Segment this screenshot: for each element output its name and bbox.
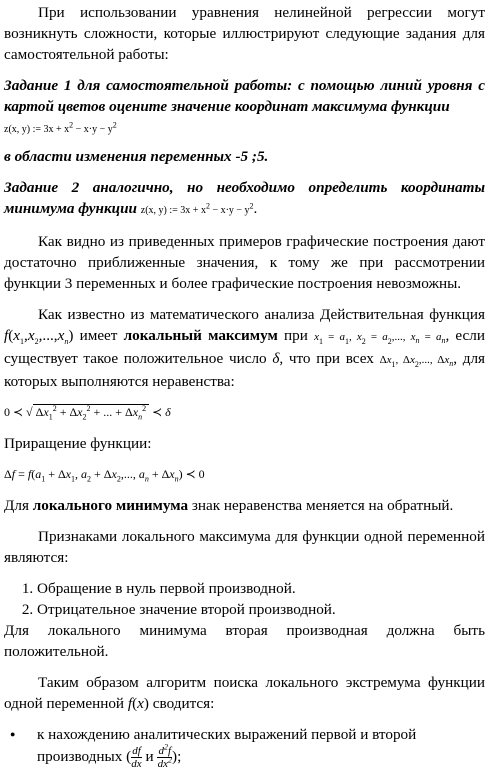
list-item: 2. Отрицательное значение второй производной. bbox=[37, 599, 485, 620]
function-notation: f bbox=[4, 327, 9, 344]
local-min-paragraph: Для локального минимума знак неравенства меняется на обратный. bbox=[4, 497, 454, 514]
inequality-formula: 0 ≺ √ $\Delta x_1^2 + \Delta x_2^2$ + ... + $\Delta x_n^2$ ≺ δ bbox=[4, 404, 171, 422]
task1-paragraph bbox=[4, 75, 485, 140]
signs-intro: Признаками локального максимума для функции одной переменной являются: bbox=[4, 528, 485, 566]
first-derivative: $\frac{df}{dx}$ bbox=[131, 745, 142, 770]
list-item: ● к нахождению аналитических выражений первой и второй производных ( $\frac{df}{dx}$ и $\frac{d^2f}{dx^2}$ ); bbox=[37, 724, 485, 770]
task1-formula: z(x, y) := $3x + x^2 - x\cdot y - y^2$ bbox=[4, 120, 117, 135]
algorithm-intro: Таким образом алгоритм поиска локального экстремума функции одной переменной f(x) сводится: bbox=[4, 674, 485, 712]
task2-paragraph: Задание 2 аналогично, но необходимо определить координаты минимума функции z(x, y) := $3x + x^2 - x\cdot y - y^2$. bbox=[4, 179, 485, 217]
algorithm-list bbox=[4, 724, 485, 770]
delta-symbol: δ bbox=[272, 350, 280, 367]
local-max-term: локальный максимум bbox=[123, 327, 278, 344]
task2-text: Задание 2 аналогично, но необходимо определить координаты минимума функции bbox=[4, 179, 485, 217]
list-item: 1. Обращение в нуль первой производной. bbox=[37, 578, 485, 599]
increment-formula: $\Delta f = f(a_1 + \Delta x_1$, $a_2 + \Delta x_2$,..., $a_n + \Delta x_n$) ≺ 0 bbox=[4, 467, 205, 484]
task1-range: в области изменения переменных -5 ;5. bbox=[4, 148, 269, 165]
document-page bbox=[4, 2, 485, 770]
f-of-x: f bbox=[127, 695, 133, 712]
increment-label: Приращение функции: bbox=[4, 435, 152, 452]
local-max-paragraph: Как известно из математического анализа Действительная функция $f(x_1,x_2,...,x_n)$ имеет локальный максимум при $x_1 = a_1$, $x_2 = a_2$,..., $x_n = a_n$, если существует такое положительное число δ, что при всех $\Delta x_1$, $\Delta x_2$,..., $\Delta x_n$, для которых выполняются неравенства: bbox=[4, 306, 486, 390]
task1-text: Задание 1 для самостоятельной работы: с помощью линий уровня с картой цветов оцените значение координат максимума функции bbox=[4, 77, 485, 115]
intro-paragraph: При использовании уравнения нелинейной регрессии могут возникнуть сложности, которые иллюстрируют следующие задания для самостоятельной работы: bbox=[4, 4, 485, 63]
graph-paragraph: Как видно из приведенных примеров графические построения дают достаточно приближенные значения, к тому же при рассмотрении функции 3 переменных и более графические построения невозможны. bbox=[4, 233, 485, 292]
signs-list bbox=[4, 578, 485, 620]
min-note: Для локального минимума вторая производная должна быть положительной. bbox=[4, 622, 485, 660]
local-min-term: локального минимума bbox=[32, 497, 189, 514]
second-derivative: $\frac{d^2f}{dx^2}$ bbox=[157, 742, 172, 770]
task2-formula: z(x, y) := $3x + x^2 - x\cdot y - y^2$ bbox=[140, 201, 254, 216]
